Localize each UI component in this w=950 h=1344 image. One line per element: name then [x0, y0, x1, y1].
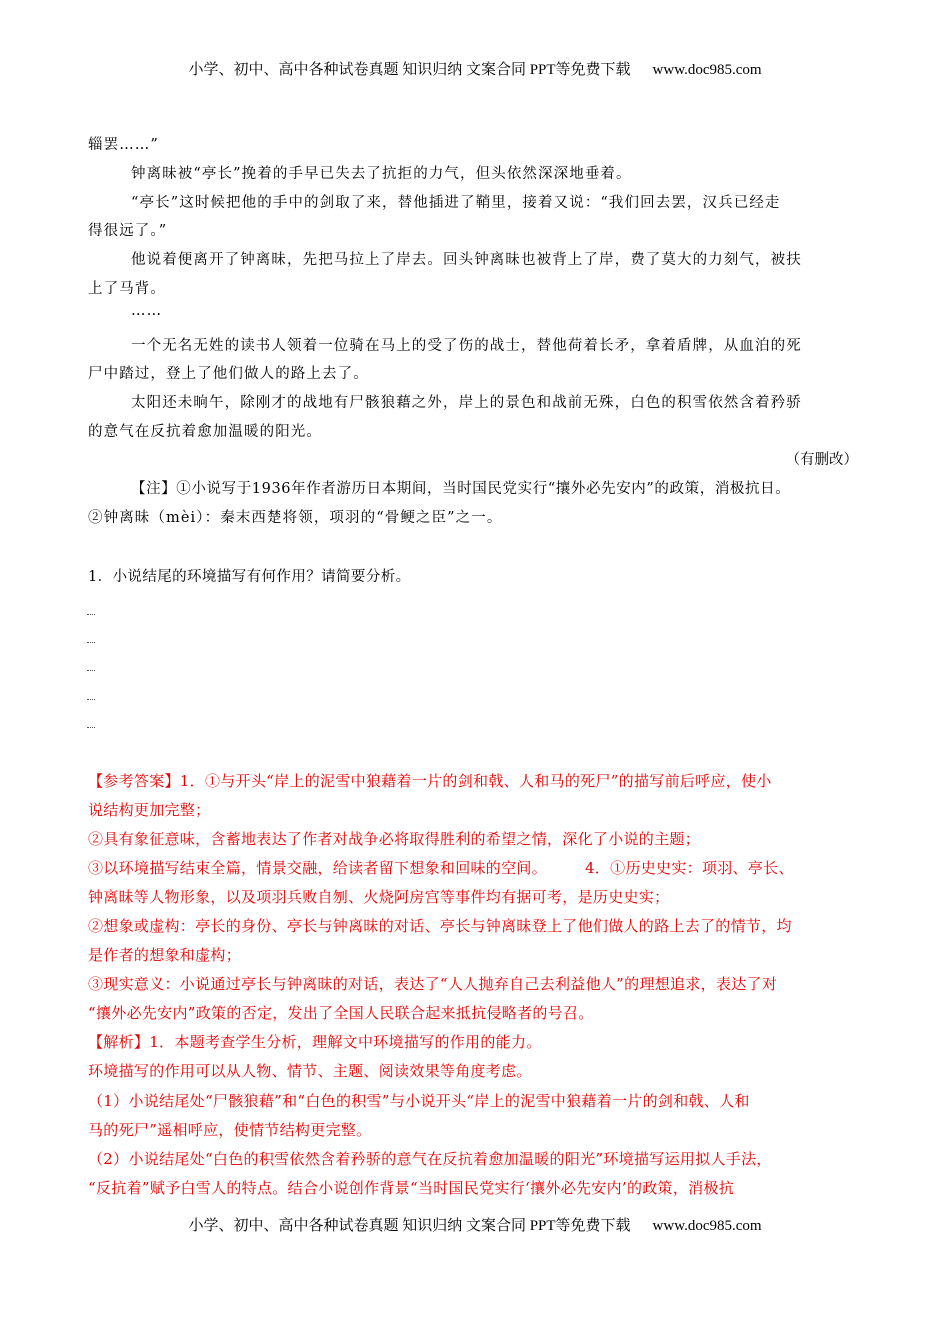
answer-blank-line[interactable]	[87, 642, 95, 643]
answer-blank-line[interactable]	[87, 670, 95, 671]
page-header	[0, 58, 950, 79]
explanation-line: （1）小说结尾处“尸骸狼藉”和“白色的积雪”与小说开头“岸上的泥雪中狼藉着一片的剑和戟、人和	[88, 1092, 750, 1110]
explanation-line: 马的死尸”遥相呼应，使情节结构更完整。	[88, 1121, 372, 1139]
story-line: 太阳还未晌午，除刚才的战地有尸骸狼藉之外，岸上的景色和战前无殊，白色的积雪依然含着矜骄	[131, 395, 802, 411]
answer-blank-line[interactable]	[87, 699, 95, 700]
answer-line: 说结构更加完整；	[88, 801, 211, 819]
answer-blank-line[interactable]	[87, 727, 95, 728]
page-footer	[0, 1214, 950, 1235]
answer-line: “攘外必先安内”政策的否定，发出了全国人民联合起来抵抗侵略者的号召。	[88, 1004, 594, 1022]
story-line: 一个无名无姓的读书人领着一位骑在马上的受了伤的战士，替他荷着长矛，拿着盾牌，从血泊的死	[131, 338, 802, 354]
answer-line: ③现实意义：小说通过亭长与钟离昧的对话，表达了“人人抛弃自己去利益他人”的理想追求，表达了对	[88, 975, 778, 993]
answer-part: ③以环境描写结束全篇，情景交融，给读者留下想象和回味的空间。	[88, 859, 548, 877]
story-ellipsis: ……	[131, 303, 163, 319]
answer-line: 钟离昧等人物形象，以及项羽兵败自刎、火烧阿房宫等事件均有据可考，是历史史实；	[88, 888, 670, 906]
answer-line: 是作者的想象和虚构；	[88, 946, 242, 964]
answer-blank-line[interactable]	[87, 614, 95, 615]
explanation-line: 环境描写的作用可以从人物、情节、主题、阅读效果等角度考虑。	[88, 1062, 532, 1080]
answer-part: 4．①历史史实：项羽、亭长、	[585, 859, 794, 877]
answer-line: ②想象或虚构：亭长的身份、亭长与钟离昧的对话、亭长与钟离昧登上了他们做人的路上去了的情节，均	[88, 917, 792, 935]
explanation-line: 【解析】1．本题考查学生分析，理解文中环境描写的作用的能力。	[88, 1033, 542, 1051]
header-text: 小学、初中、高中各种试卷真题 知识归纳 文案合同 PPT等免费下载	[188, 62, 631, 78]
answer-line: 【参考答案】1．①与开头“岸上的泥雪中狼藉着一片的剑和戟、人和马的死尸”的描写前后呼应，使小	[88, 772, 772, 790]
footnote: ②钟离昧（mèi）：秦末西楚将领，项羽的“骨鲠之臣”之一。	[88, 510, 503, 526]
source-note: （有删改）	[785, 452, 858, 468]
story-line: 钟离昧被“亭长”挽着的手早已失去了抗拒的力气，但头依然深深地垂着。	[131, 166, 632, 182]
story-line: 上了马背。	[88, 281, 166, 297]
header-site-link[interactable]: www.doc985.com	[652, 62, 762, 78]
answer-line: ②具有象征意味，含蓄地表达了作者对战争必将取得胜利的希望之情，深化了小说的主题；	[88, 830, 701, 848]
story-line: “亭长”这时候把他的手中的剑取了来，替他插进了鞘里，接着又说：“我们回去罢，汉兵已经走	[131, 195, 781, 211]
explanation-line: “反抗着”赋予白雪人的特点。结合小说创作背景“当时国民党实行‘攘外必先安内’的政策，消极抗	[88, 1179, 735, 1197]
question-1: 1．小说结尾的环境描写有何作用？请简要分析。	[88, 569, 411, 585]
explanation-line: （2）小说结尾处“白色的积雪依然含着矜骄的意气在反抗着愈加温暖的阳光”环境描写运用拟人手法，	[88, 1150, 772, 1168]
story-line: 尸中踏过，登上了他们做人的路上去了。	[88, 366, 369, 382]
story-line: 他说着便离开了钟离昧，先把马拉上了岸去。回头钟离昧也被背上了岸，费了莫大的力刻气，被扶	[131, 252, 802, 268]
footnote: 【注】①小说写于1936年作者游历日本期间，当时国民党实行“攘外必先安内”的政策，消极抗日。	[131, 481, 791, 497]
story-line: 辎罢……”	[88, 137, 159, 153]
footer-site-link[interactable]: www.doc985.com	[652, 1218, 762, 1234]
footer-text: 小学、初中、高中各种试卷真题 知识归纳 文案合同 PPT等免费下载	[188, 1218, 631, 1234]
story-line: 的意气在反抗着愈加温暖的阳光。	[88, 424, 322, 440]
answer-line	[88, 857, 794, 878]
story-line: 得很远了。”	[88, 223, 168, 239]
